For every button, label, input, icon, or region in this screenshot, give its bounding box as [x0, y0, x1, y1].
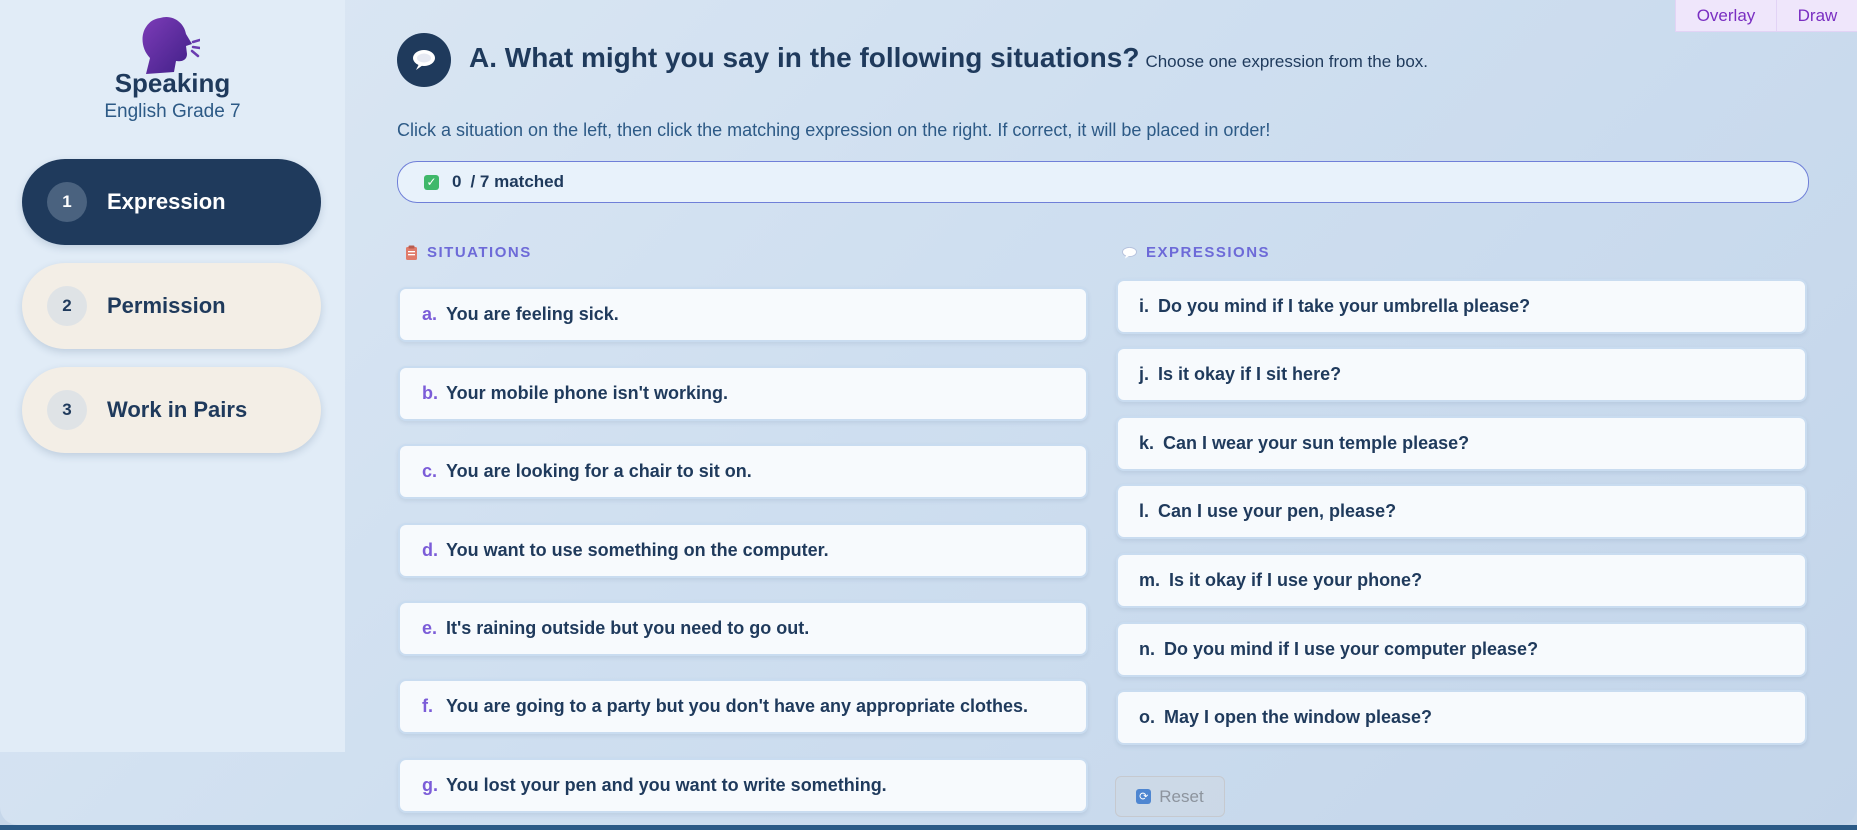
question-subtitle: Choose one expression from the box. — [1145, 52, 1429, 71]
sidebar-item-label: Work in Pairs — [107, 397, 248, 422]
nav-number: 1 — [47, 182, 87, 222]
window-bottom-edge — [0, 825, 1857, 830]
clipboard-icon — [405, 245, 418, 260]
speech-bubble-icon — [397, 33, 451, 87]
expression-card-m[interactable] — [1116, 553, 1807, 608]
situation-letter: c. — [422, 461, 438, 481]
instruction-text: Click a situation on the left, then click the matching expression on the right. If correct, it will be placed in order! — [397, 120, 1271, 140]
situation-card-c[interactable] — [398, 444, 1088, 499]
sidebar — [0, 0, 345, 752]
speech-bubble-icon — [1122, 247, 1137, 259]
expression-card-n[interactable] — [1116, 622, 1807, 677]
expression-card-j[interactable] — [1116, 347, 1807, 402]
reset-button[interactable] — [1115, 776, 1225, 817]
situation-letter: e. — [422, 618, 438, 638]
situation-card-a[interactable] — [398, 287, 1088, 342]
expression-letter: m. — [1139, 570, 1161, 590]
situation-text: You are feeling sick. — [446, 304, 619, 324]
question-title-text: A. What might you say in the following situations? — [469, 42, 1140, 73]
situations-heading — [405, 244, 532, 261]
situation-letter: g. — [422, 775, 438, 795]
nav-number: 2 — [47, 286, 87, 326]
draw-button[interactable]: Draw — [1776, 0, 1857, 32]
situation-text: You want to use something on the computer. — [446, 540, 829, 560]
nav-number: 3 — [47, 390, 87, 430]
expression-letter: i. — [1139, 296, 1150, 316]
app-title: Speaking — [114, 68, 231, 98]
situation-text: You are looking for a chair to sit on. — [446, 461, 752, 481]
refresh-icon: ⟳ — [1136, 789, 1151, 804]
expressions-heading — [1122, 244, 1270, 261]
situation-card-e[interactable] — [398, 601, 1088, 656]
situation-card-b[interactable] — [398, 366, 1088, 421]
expression-text: Is it okay if I sit here? — [1158, 364, 1342, 384]
expression-letter: k. — [1139, 433, 1155, 453]
overlay-button[interactable]: Overlay — [1675, 0, 1777, 32]
expression-letter: n. — [1139, 639, 1155, 659]
expression-card-k[interactable] — [1116, 416, 1807, 471]
sidebar-item-permission[interactable] — [22, 263, 321, 349]
situation-letter: a. — [422, 304, 438, 324]
matched-count: 0 — [452, 172, 462, 191]
progress-bar — [397, 161, 1809, 203]
situation-card-d[interactable] — [398, 523, 1088, 578]
check-icon: ✓ — [424, 175, 439, 190]
question-title — [469, 42, 1428, 74]
expression-text: Do you mind if I use your computer please? — [1164, 639, 1539, 659]
expression-letter: l. — [1139, 501, 1150, 521]
matched-total: / 7 matched — [470, 172, 565, 191]
situation-letter: d. — [422, 540, 438, 560]
reset-label: Reset — [1159, 786, 1204, 806]
situation-card-g[interactable] — [398, 758, 1088, 813]
situations-heading-label: SITUATIONS — [427, 244, 532, 261]
expression-text: Do you mind if I take your umbrella please? — [1158, 296, 1531, 316]
situation-text: You are going to a party but you don't have any appropriate clothes. — [446, 696, 1029, 716]
speaking-head-icon — [138, 16, 200, 76]
expression-letter: o. — [1139, 707, 1155, 727]
sidebar-item-work-in-pairs[interactable] — [22, 367, 321, 453]
app-subtitle: English Grade 7 — [104, 101, 241, 122]
sidebar-item-expression[interactable] — [22, 159, 321, 245]
expressions-heading-label: EXPRESSIONS — [1146, 244, 1271, 261]
situation-text: Your mobile phone isn't working. — [446, 383, 728, 403]
expression-text: Can I use your pen, please? — [1158, 501, 1397, 521]
expression-text: Is it okay if I use your phone? — [1169, 570, 1423, 590]
situation-letter: b. — [422, 383, 438, 403]
expression-text: May I open the window please? — [1164, 707, 1433, 727]
situation-text: It's raining outside but you need to go out. — [446, 618, 810, 638]
expression-card-o[interactable] — [1116, 690, 1807, 745]
sidebar-item-label: Expression — [107, 189, 226, 214]
situation-text: You lost your pen and you want to write something. — [446, 775, 887, 795]
sidebar-item-label: Permission — [107, 293, 226, 318]
expression-letter: j. — [1139, 364, 1150, 384]
situation-letter: f. — [422, 696, 433, 716]
expression-text: Can I wear your sun temple please? — [1163, 433, 1470, 453]
situation-card-f[interactable] — [398, 679, 1088, 734]
expression-card-l[interactable] — [1116, 484, 1807, 539]
expression-card-i[interactable] — [1116, 279, 1807, 334]
